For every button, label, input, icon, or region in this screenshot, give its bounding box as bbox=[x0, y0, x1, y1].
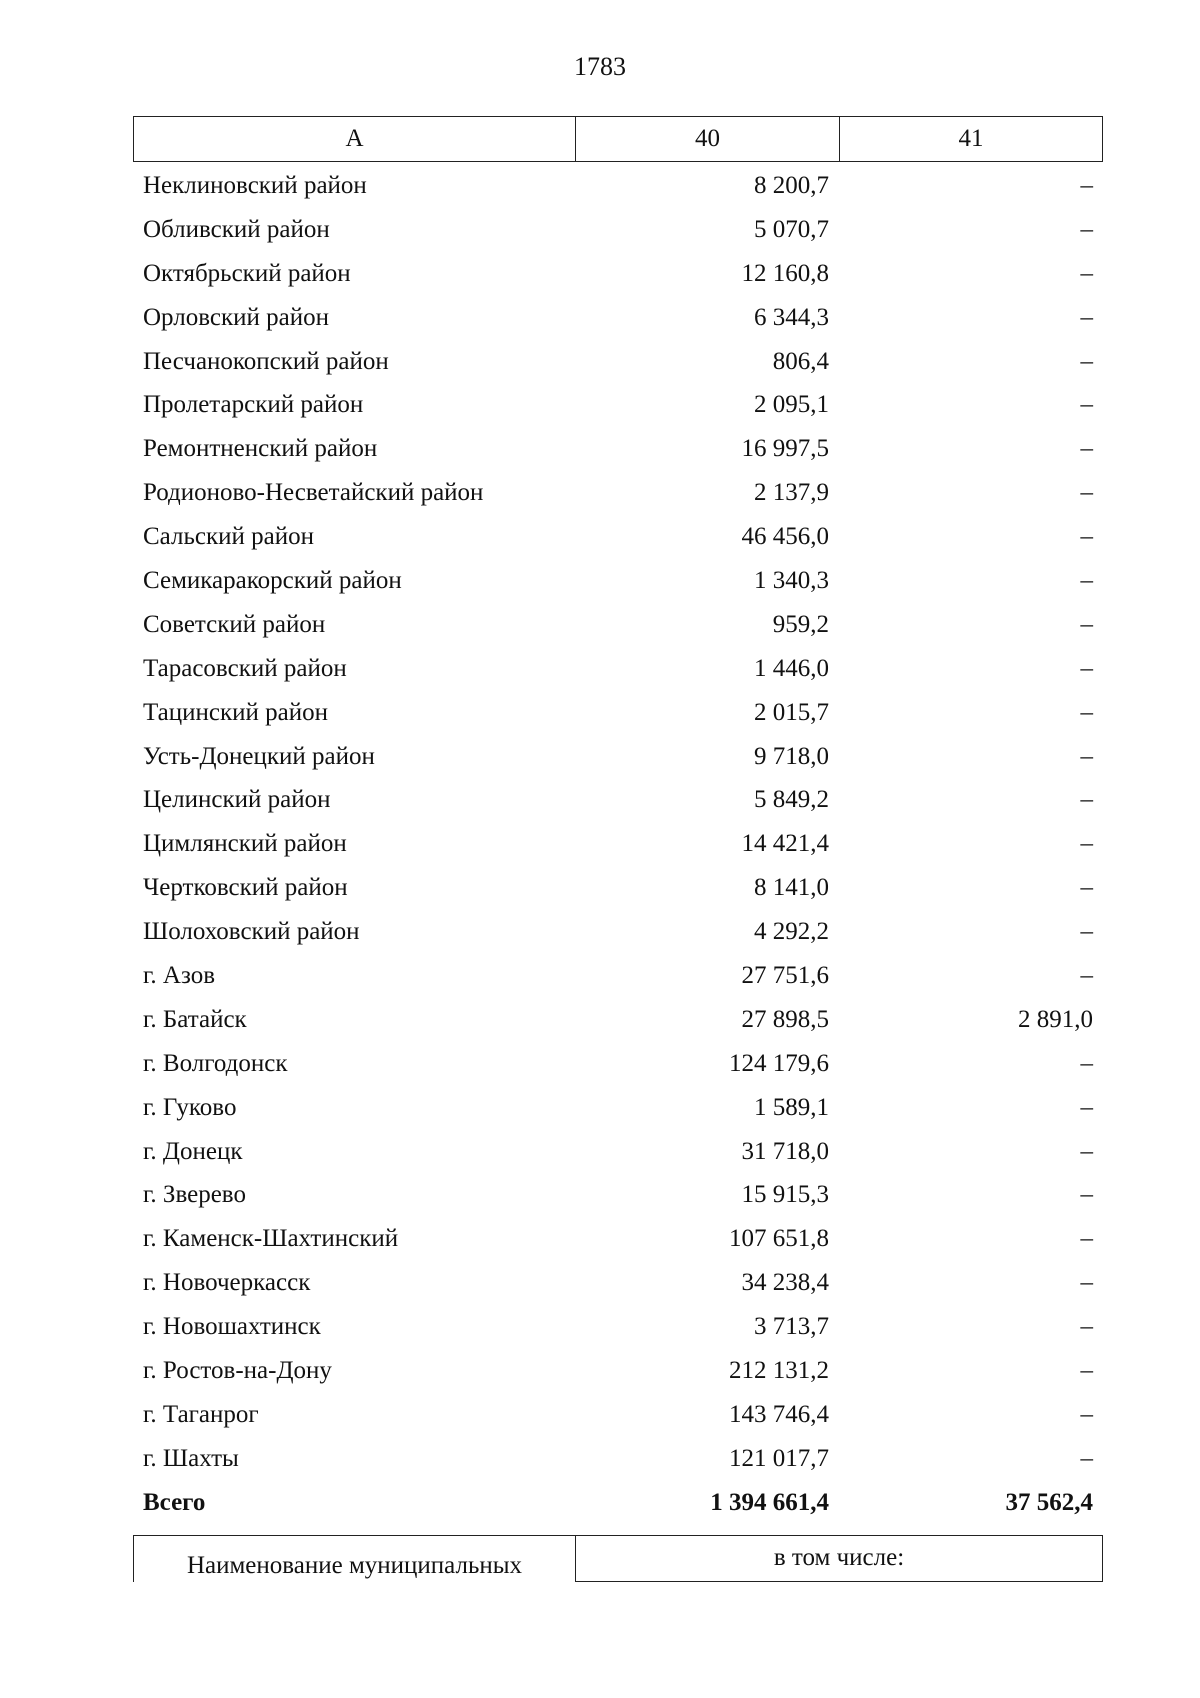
table-row bbox=[133, 1261, 1103, 1305]
row-value-40: 31 718,0 bbox=[741, 1137, 829, 1165]
table-row bbox=[133, 998, 1103, 1042]
row-value-40: 8 200,7 bbox=[754, 171, 829, 199]
row-value-40: 806,4 bbox=[772, 347, 829, 375]
row-value-40: 212 131,2 bbox=[729, 1356, 829, 1384]
row-value-40: 16 997,5 bbox=[741, 435, 829, 463]
including-header: в том числе: bbox=[575, 1535, 1103, 1582]
row-name: г. Ростов-на-Дону bbox=[143, 1356, 332, 1384]
table-row bbox=[133, 1437, 1103, 1481]
row-name: Чертковский район bbox=[143, 874, 348, 902]
row-value-41: – bbox=[1080, 479, 1093, 507]
row-value-40: 6 344,3 bbox=[754, 303, 829, 331]
row-name: Шолоховский район bbox=[143, 918, 360, 946]
table-row bbox=[133, 1305, 1103, 1349]
row-name: Семикаракорский район bbox=[143, 566, 402, 594]
row-value-41: 2 891,0 bbox=[1018, 1005, 1093, 1033]
row-name: Тацинский район bbox=[143, 698, 328, 726]
table-row bbox=[133, 1042, 1103, 1086]
row-value-41: – bbox=[1080, 566, 1093, 594]
row-value-41: – bbox=[1080, 874, 1093, 902]
row-name: Тарасовский район bbox=[143, 654, 347, 682]
row-name: г. Шахты bbox=[143, 1444, 239, 1472]
total-row bbox=[133, 1481, 1103, 1525]
row-value-40: 3 713,7 bbox=[754, 1313, 829, 1341]
table-row bbox=[133, 822, 1103, 866]
row-name: Октябрьский район bbox=[143, 259, 351, 287]
row-value-40: 2 015,7 bbox=[754, 698, 829, 726]
row-value-41: – bbox=[1080, 523, 1093, 551]
row-name: г. Зверево bbox=[143, 1181, 246, 1209]
table-row bbox=[133, 866, 1103, 910]
row-name: Усть-Донецкий район bbox=[143, 742, 375, 770]
row-value-41: – bbox=[1080, 347, 1093, 375]
row-name: Ремонтненский район bbox=[143, 435, 378, 463]
row-value-40: 8 141,0 bbox=[754, 874, 829, 902]
table-row bbox=[133, 1217, 1103, 1261]
row-name: Цимлянский район bbox=[143, 830, 347, 858]
page-number: 1783 bbox=[574, 52, 626, 81]
row-value-40: 1 340,3 bbox=[754, 566, 829, 594]
row-value-41: – bbox=[1080, 1444, 1093, 1472]
row-name: г. Таганрог bbox=[143, 1400, 259, 1428]
row-value-41: – bbox=[1080, 435, 1093, 463]
row-value-41: – bbox=[1080, 610, 1093, 638]
table-row bbox=[133, 1086, 1103, 1130]
row-value-41: – bbox=[1080, 961, 1093, 989]
table-row bbox=[133, 559, 1103, 603]
row-value-40: 46 456,0 bbox=[741, 523, 829, 551]
municipal-names-header: Наименование муниципальных bbox=[133, 1535, 575, 1582]
row-name: Неклиновский район bbox=[143, 171, 367, 199]
row-value-40: 15 915,3 bbox=[741, 1181, 829, 1209]
row-name: Сальский район bbox=[143, 523, 314, 551]
row-name: г. Азов bbox=[143, 961, 216, 989]
row-value-41: – bbox=[1080, 742, 1093, 770]
row-value-41: – bbox=[1080, 1137, 1093, 1165]
table-row bbox=[133, 340, 1103, 384]
table-row bbox=[133, 603, 1103, 647]
row-name: г. Каменск-Шахтинский bbox=[143, 1225, 399, 1253]
table-row bbox=[133, 1349, 1103, 1393]
table-row bbox=[133, 471, 1103, 515]
table-row bbox=[133, 296, 1103, 340]
row-value-41: – bbox=[1080, 259, 1093, 287]
row-value-40: 5 849,2 bbox=[754, 786, 829, 814]
row-value-40: 959,2 bbox=[772, 610, 829, 638]
row-name: г. Новошахтинск bbox=[143, 1313, 321, 1341]
row-value-41: – bbox=[1080, 786, 1093, 814]
table-row bbox=[133, 383, 1103, 427]
total-value-41: 37 562,4 bbox=[1005, 1488, 1093, 1516]
row-value-41: – bbox=[1080, 171, 1093, 199]
table-row bbox=[133, 735, 1103, 779]
table-row bbox=[133, 427, 1103, 471]
row-value-41: – bbox=[1080, 1356, 1093, 1384]
row-name: Орловский район bbox=[143, 303, 329, 331]
table-row bbox=[133, 910, 1103, 954]
row-value-41: – bbox=[1080, 1269, 1093, 1297]
row-value-40: 124 179,6 bbox=[729, 1049, 829, 1077]
table-row bbox=[133, 954, 1103, 998]
table-row bbox=[133, 691, 1103, 735]
row-value-40: 2 137,9 bbox=[754, 479, 829, 507]
row-name: г. Волгодонск bbox=[143, 1049, 288, 1077]
row-value-40: 9 718,0 bbox=[754, 742, 829, 770]
row-name: Обливский район bbox=[143, 215, 330, 243]
row-value-41: – bbox=[1080, 918, 1093, 946]
total-value-40: 1 394 661,4 bbox=[710, 1488, 829, 1516]
row-value-41: – bbox=[1080, 1049, 1093, 1077]
row-name: г. Батайск bbox=[143, 1005, 247, 1033]
row-name: Пролетарский район bbox=[143, 391, 364, 419]
table-body bbox=[133, 164, 1103, 1525]
row-value-40: 143 746,4 bbox=[729, 1400, 829, 1428]
table-row bbox=[133, 208, 1103, 252]
row-name: г. Донецк bbox=[143, 1137, 243, 1165]
row-value-41: – bbox=[1080, 830, 1093, 858]
row-value-40: 27 751,6 bbox=[741, 961, 829, 989]
table-row bbox=[133, 1130, 1103, 1174]
row-value-40: 2 095,1 bbox=[754, 391, 829, 419]
row-name: г. Новочеркасск bbox=[143, 1269, 311, 1297]
row-value-41: – bbox=[1080, 1181, 1093, 1209]
row-value-40: 1 446,0 bbox=[754, 654, 829, 682]
row-name: Целинский район bbox=[143, 786, 331, 814]
row-value-40: 1 589,1 bbox=[754, 1093, 829, 1121]
row-value-40: 14 421,4 bbox=[741, 830, 829, 858]
row-value-41: – bbox=[1080, 654, 1093, 682]
table-row bbox=[133, 1393, 1103, 1437]
table-row bbox=[133, 647, 1103, 691]
row-name: Родионово-Несветайский район bbox=[143, 479, 484, 507]
row-value-40: 5 070,7 bbox=[754, 215, 829, 243]
row-name: Песчанокопский район bbox=[143, 347, 389, 375]
header-col-a: А bbox=[134, 117, 576, 161]
table-header bbox=[133, 116, 1103, 162]
row-value-41: – bbox=[1080, 391, 1093, 419]
table-row bbox=[133, 164, 1103, 208]
row-value-41: – bbox=[1080, 1093, 1093, 1121]
row-value-40: 4 292,2 bbox=[754, 918, 829, 946]
row-name: Советский район bbox=[143, 610, 326, 638]
header-col-41: 41 bbox=[958, 125, 984, 152]
row-value-40: 34 238,4 bbox=[741, 1269, 829, 1297]
row-value-40: 107 651,8 bbox=[729, 1225, 829, 1253]
table-row bbox=[133, 515, 1103, 559]
row-name: г. Гуково bbox=[143, 1093, 237, 1121]
row-value-41: – bbox=[1080, 698, 1093, 726]
row-value-40: 12 160,8 bbox=[741, 259, 829, 287]
table-row bbox=[133, 778, 1103, 822]
table-row bbox=[133, 252, 1103, 296]
row-value-41: – bbox=[1080, 1225, 1093, 1253]
table-row bbox=[133, 1173, 1103, 1217]
total-label: Всего bbox=[143, 1488, 206, 1516]
row-value-40: 121 017,7 bbox=[729, 1444, 829, 1472]
row-value-40: 27 898,5 bbox=[741, 1005, 829, 1033]
next-table-header bbox=[133, 1535, 1103, 1582]
row-value-41: – bbox=[1080, 1313, 1093, 1341]
row-value-41: – bbox=[1080, 215, 1093, 243]
header-col-40: 40 bbox=[576, 117, 840, 161]
row-value-41: – bbox=[1080, 1400, 1093, 1428]
row-value-41: – bbox=[1080, 303, 1093, 331]
